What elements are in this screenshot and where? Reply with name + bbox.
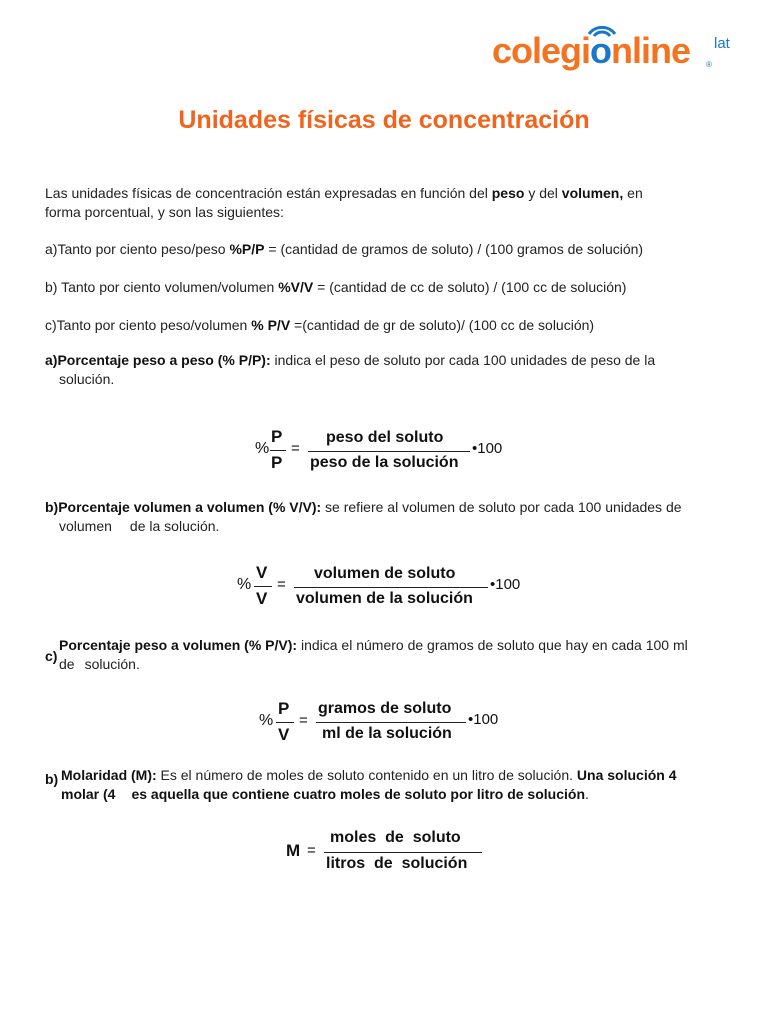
formula-den-left: V (278, 725, 290, 744)
logo-text-part2: nline (611, 30, 691, 71)
list-prefix: b) (45, 279, 58, 295)
formula-equals: = (277, 576, 286, 593)
section-text: solución. (59, 371, 115, 387)
logo-tld: lat (714, 35, 730, 52)
intro-text: forma porcentual, y son las siguientes: (45, 204, 284, 220)
formula-num-left: P (271, 427, 283, 446)
list-item (45, 316, 594, 335)
formula-pp (250, 426, 520, 476)
section-c (45, 636, 688, 674)
section-prefix: a) (45, 352, 58, 368)
formula-denominator: peso de la solución (310, 454, 459, 471)
list-text: =(cantidad de gr de soluto)/ (100 cc de solución) (290, 317, 595, 333)
list-prefix: c) (45, 317, 57, 333)
formula-multiplier: •100 (468, 711, 499, 728)
list-text: = (cantidad de cc de soluto) / (100 cc de solución) (313, 279, 627, 295)
section-b (45, 498, 682, 536)
section-heading: Molaridad (M): (61, 767, 157, 783)
wifi-icon (585, 20, 619, 40)
fraction-bar (316, 722, 466, 723)
intro-paragraph (45, 184, 643, 222)
fraction-bar (270, 450, 286, 451)
page-title: Unidades físicas de concentración (178, 106, 590, 134)
section-a (45, 351, 655, 389)
intro-text: en (623, 185, 643, 201)
list-text: Tanto por ciento peso/peso (57, 241, 230, 257)
intro-bold-peso: peso (491, 185, 525, 201)
formula-equals: = (307, 842, 316, 859)
list-text: Tanto por ciento volumen/volumen (61, 279, 279, 295)
formula-den-left: V (256, 589, 268, 608)
section-heading: Porcentaje volumen a volumen (% V/V): (58, 499, 322, 515)
formula-vv (234, 562, 544, 612)
section-molaridad-prefix (45, 770, 58, 789)
section-prefix: b) (45, 499, 59, 515)
logo-o-glyph: o (590, 30, 612, 71)
formula-percent: % (237, 576, 252, 593)
fraction-bar (324, 852, 482, 853)
formula-denominator: volumen de la solución (296, 590, 473, 607)
formula-molaridad (286, 828, 496, 878)
section-text: de la solución. (129, 518, 220, 534)
section-text: se refiere al volumen de soluto por cada 100 unidades de (321, 499, 682, 515)
formula-numerator: gramos de soluto (318, 700, 452, 717)
list-bold: %V/V (278, 279, 314, 295)
section-prefix: c) (45, 648, 58, 664)
formula-denominator: ml de la solución (322, 725, 452, 742)
formula-num-left: P (278, 699, 290, 718)
section-heading: Porcentaje peso a volumen (% P/V): (59, 637, 298, 653)
intro-bold-volumen: volumen, (561, 185, 624, 201)
list-text: Tanto por ciento peso/volumen (56, 317, 252, 333)
section-text: . (585, 786, 589, 802)
fraction-bar (294, 587, 488, 588)
logo-text-part1: colegi (492, 30, 591, 71)
section-molaridad (45, 766, 677, 804)
formula-numerator: moles de soluto (330, 829, 461, 846)
list-item (45, 240, 643, 259)
formula-equals: = (291, 440, 300, 457)
fraction-bar (254, 586, 272, 587)
fraction-bar (276, 722, 294, 723)
section-text: de (59, 656, 75, 672)
section-bold: molar (4 (61, 786, 116, 802)
formula-den-left: P (271, 453, 283, 472)
section-text: indica el número de gramos de soluto que hay en cada 100 ml (297, 637, 688, 653)
section-bold: Una solución 4 (576, 767, 677, 783)
list-bold: % P/V (251, 317, 291, 333)
formula-pv (256, 698, 526, 748)
brand-logo (492, 22, 742, 78)
formula-numerator: peso del soluto (326, 429, 444, 446)
section-c-prefix (45, 647, 57, 666)
section-heading: Porcentaje peso a peso (% P/P): (57, 352, 271, 368)
list-text: = (cantidad de gramos de soluto) / (100 gramos de solución) (264, 241, 644, 257)
section-text: Es el número de moles de soluto contenido en un litro de solución. (156, 767, 577, 783)
formula-multiplier: •100 (490, 576, 521, 593)
section-text: solución. (84, 656, 140, 672)
section-bold: es aquella que contiene cuatro moles de soluto por litro de solución (131, 786, 585, 802)
intro-text: y del (524, 185, 562, 201)
formula-multiplier: •100 (472, 440, 503, 457)
formula-percent: % (255, 440, 270, 457)
registered-mark: ® (706, 60, 712, 69)
list-item (45, 278, 626, 297)
list-bold: %P/P (229, 241, 265, 257)
formula-equals: = (299, 712, 308, 729)
fraction-bar (308, 451, 470, 452)
section-text: volumen (59, 518, 112, 534)
formula-percent: % (259, 712, 274, 729)
formula-num-left: V (256, 563, 268, 582)
intro-text: Las unidades físicas de concentración están expresadas en función del (45, 185, 492, 201)
formula-numerator: volumen de soluto (314, 565, 456, 582)
section-prefix: b) (45, 771, 59, 787)
list-prefix: a) (45, 241, 58, 257)
formula-denominator: litros de solución (326, 855, 468, 872)
formula-lhs: M (286, 841, 301, 860)
section-text: indica el peso de soluto por cada 100 unidades de peso de la (270, 352, 656, 368)
